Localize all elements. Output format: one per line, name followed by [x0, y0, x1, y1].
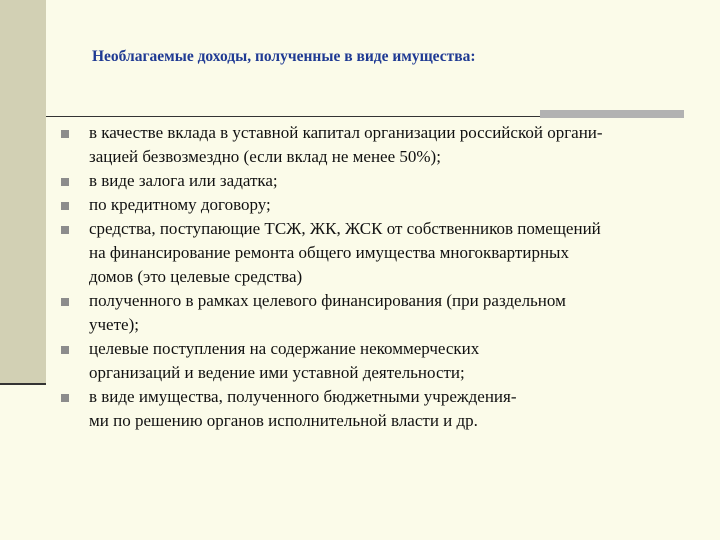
- square-bullet-icon: [61, 226, 69, 234]
- slide-title: Необлагаемые доходы, полученные в виде имущества:: [92, 48, 476, 65]
- list-item: [58, 337, 708, 385]
- list-item-line: на финансирование ремонта общего имущества многоквартирных: [89, 243, 569, 262]
- square-bullet-icon: [61, 346, 69, 354]
- sidebar-divider: [0, 383, 46, 385]
- list-item-line: учете);: [89, 315, 139, 334]
- list-item: [58, 217, 708, 289]
- square-bullet-icon: [61, 130, 69, 138]
- left-sidebar-band: [0, 0, 46, 383]
- list-item: [58, 169, 708, 193]
- bullet-list: [58, 121, 708, 433]
- list-item-line: ми по решению органов исполнительной власти и др.: [89, 411, 478, 430]
- list-item-line: целевые поступления на содержание некоммерческих: [89, 339, 480, 358]
- list-item: [58, 385, 708, 433]
- list-item: [58, 121, 708, 169]
- square-bullet-icon: [61, 178, 69, 186]
- square-bullet-icon: [61, 202, 69, 210]
- list-item-line: полученного в рамках целевого финансирования (при раздельном: [89, 291, 566, 310]
- square-bullet-icon: [61, 394, 69, 402]
- list-item-line: домов (это целевые средства): [89, 267, 303, 286]
- accent-bar: [540, 110, 684, 118]
- square-bullet-icon: [61, 298, 69, 306]
- list-item-line: организаций и ведение ими уставной деятельности;: [89, 363, 465, 382]
- list-item-line: в виде имущества, полученного бюджетными учреждения-: [89, 387, 517, 406]
- list-item-line: по кредитному договору;: [89, 195, 271, 214]
- list-item-line: в виде залога или задатка;: [89, 171, 278, 190]
- list-item-line: средства, поступающие ТСЖ, ЖК, ЖСК от собственников помещений: [89, 219, 601, 238]
- list-item-line: зацией безвозмездно (если вклад не менее 50%);: [89, 147, 441, 166]
- list-item: [58, 289, 708, 337]
- list-item-line: в качестве вклада в уставной капитал организации российской органи-: [89, 123, 603, 142]
- list-item: [58, 193, 708, 217]
